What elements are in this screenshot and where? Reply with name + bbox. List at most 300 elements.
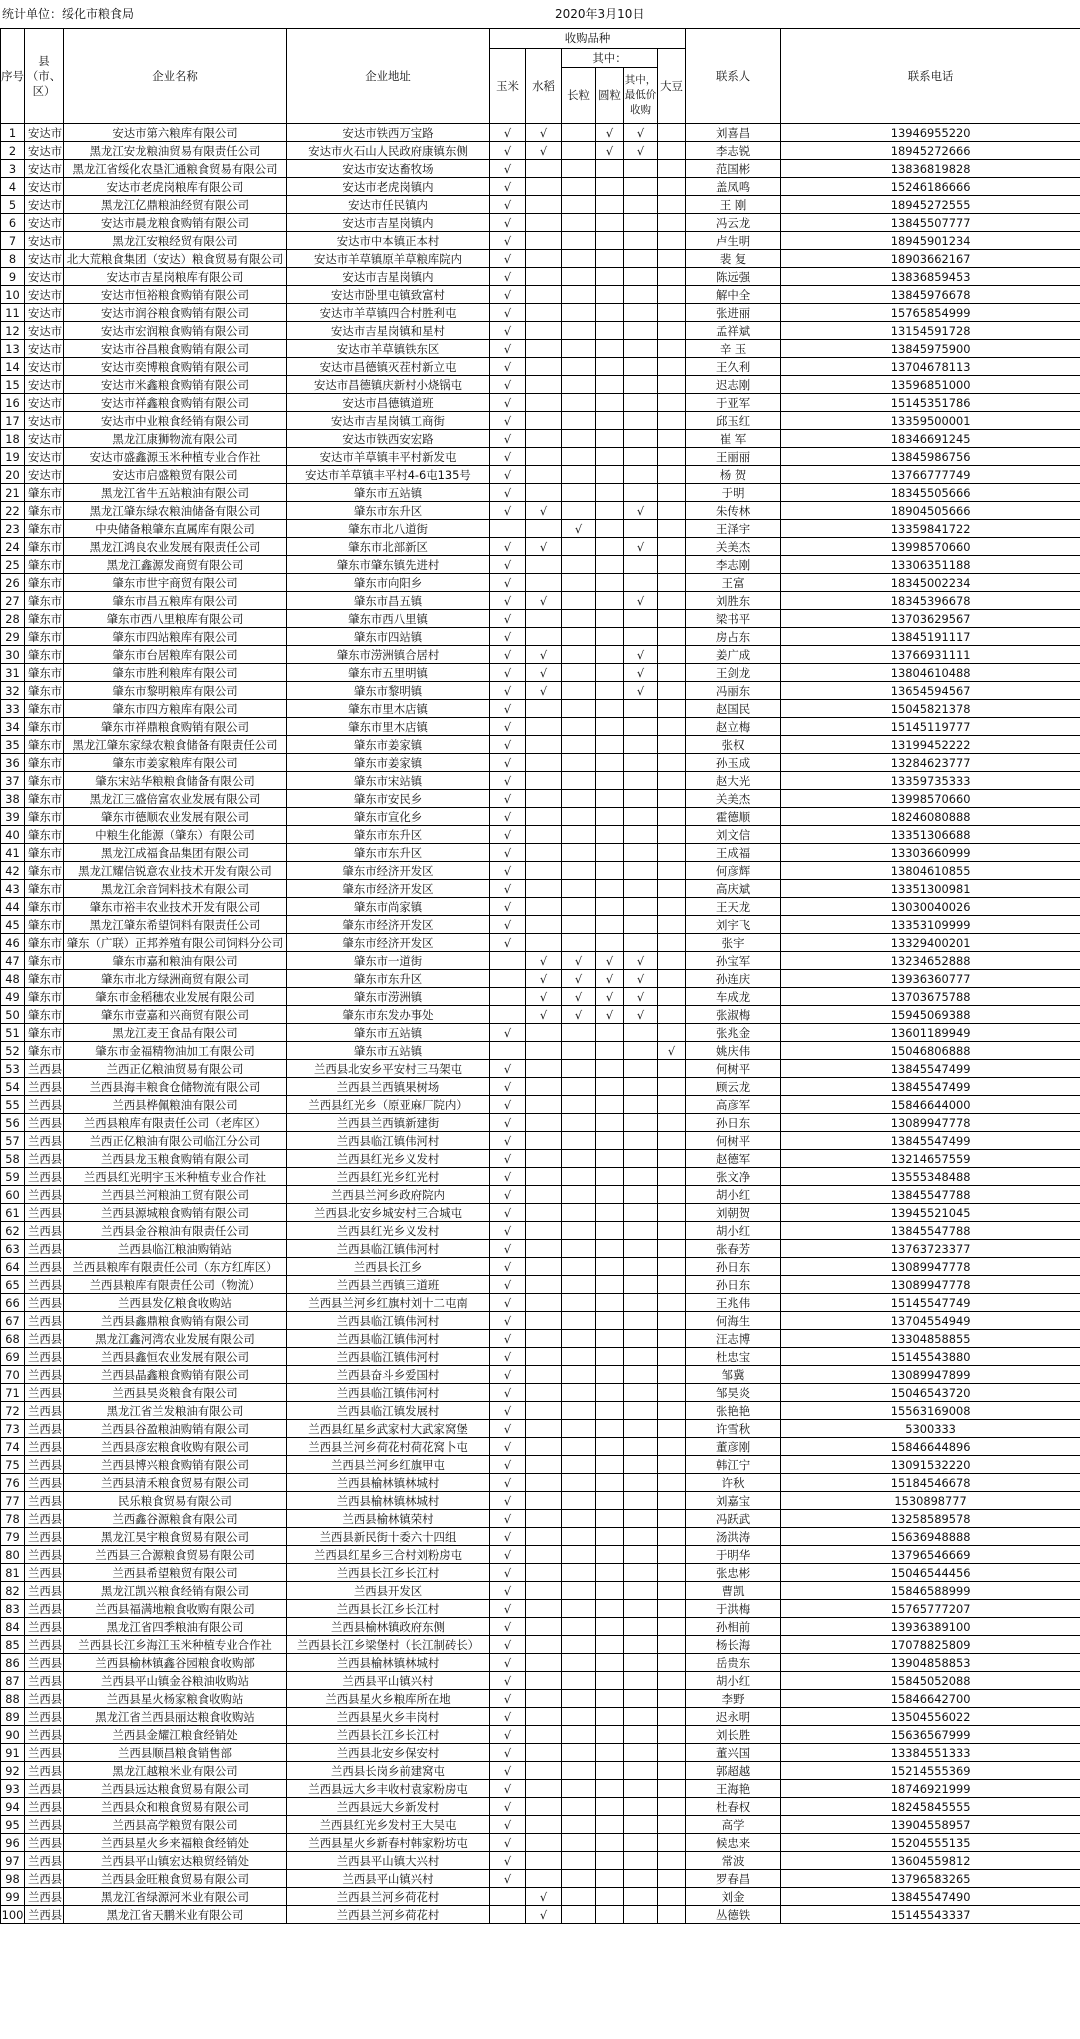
- cell-contact: 刘胜东: [686, 592, 781, 610]
- cell-min-price: [624, 484, 658, 502]
- cell-county: 兰西县: [25, 1546, 64, 1564]
- cell-rice: √: [526, 988, 562, 1006]
- cell-long-grain: [562, 430, 596, 448]
- cell-contact: 赵国民: [686, 700, 781, 718]
- cell-phone: 15045821378: [781, 700, 1080, 718]
- cell-contact: 迟永明: [686, 1708, 781, 1726]
- cell-contact: 杨 贺: [686, 466, 781, 484]
- cell-corn: √: [490, 1798, 526, 1816]
- cell-round-grain: [596, 1258, 624, 1276]
- cell-company: 安达市第六粮库有限公司: [64, 124, 287, 142]
- table-row: [1, 484, 1080, 502]
- cell-address: 兰西县开发区: [287, 1582, 490, 1600]
- table-row: [1, 1402, 1080, 1420]
- header-min-price: 其中，最低价收购: [624, 68, 658, 124]
- cell-company: 黑龙江肇东希望饲料有限责任公司: [64, 916, 287, 934]
- cell-seq: 85: [1, 1636, 25, 1654]
- cell-contact: 高彦军: [686, 1096, 781, 1114]
- cell-corn: √: [490, 1114, 526, 1132]
- cell-corn: √: [490, 1078, 526, 1096]
- cell-county: 肇东市: [25, 592, 64, 610]
- cell-phone: 13845975900: [781, 340, 1080, 358]
- cell-seq: 12: [1, 322, 25, 340]
- cell-phone: 15846644896: [781, 1438, 1080, 1456]
- table-row: [1, 1204, 1080, 1222]
- cell-round-grain: [596, 1726, 624, 1744]
- cell-seq: 71: [1, 1384, 25, 1402]
- cell-contact: 韩江宁: [686, 1456, 781, 1474]
- cell-address: 安达市羊草镇四合村胜利屯: [287, 304, 490, 322]
- report-meta: [0, 0, 1080, 28]
- cell-long-grain: [562, 1708, 596, 1726]
- cell-contact: 陈远强: [686, 268, 781, 286]
- cell-contact: 朱传林: [686, 502, 781, 520]
- cell-long-grain: [562, 1690, 596, 1708]
- cell-address: 肇东市五站镇: [287, 1042, 490, 1060]
- cell-contact: 张权: [686, 736, 781, 754]
- cell-phone: 13703629567: [781, 610, 1080, 628]
- table-row: [1, 1096, 1080, 1114]
- cell-county: 兰西县: [25, 1600, 64, 1618]
- cell-corn: √: [490, 1618, 526, 1636]
- cell-company: 兰西县星火杨家粮食收购站: [64, 1690, 287, 1708]
- cell-round-grain: [596, 1852, 624, 1870]
- cell-seq: 61: [1, 1204, 25, 1222]
- cell-address: 肇东市宣化乡: [287, 808, 490, 826]
- cell-phone: 13351306688: [781, 826, 1080, 844]
- cell-round-grain: [596, 754, 624, 772]
- cell-soybean: [658, 1816, 686, 1834]
- header-corn: 玉米: [490, 49, 526, 124]
- cell-min-price: √: [624, 664, 658, 682]
- cell-long-grain: [562, 142, 596, 160]
- cell-soybean: [658, 592, 686, 610]
- cell-county: 肇东市: [25, 952, 64, 970]
- cell-seq: 13: [1, 340, 25, 358]
- cell-min-price: [624, 1636, 658, 1654]
- cell-long-grain: [562, 916, 596, 934]
- cell-rice: [526, 1204, 562, 1222]
- table-row: [1, 574, 1080, 592]
- cell-corn: √: [490, 304, 526, 322]
- cell-seq: 6: [1, 214, 25, 232]
- cell-min-price: [624, 1168, 658, 1186]
- cell-county: 肇东市: [25, 844, 64, 862]
- cell-address: 兰西县红光乡义发村: [287, 1222, 490, 1240]
- cell-round-grain: [596, 268, 624, 286]
- cell-county: 安达市: [25, 250, 64, 268]
- table-row: [1, 1618, 1080, 1636]
- cell-corn: √: [490, 700, 526, 718]
- cell-county: 肇东市: [25, 988, 64, 1006]
- cell-min-price: [624, 304, 658, 322]
- table-row: [1, 1006, 1080, 1024]
- cell-seq: 58: [1, 1150, 25, 1168]
- cell-phone: 15145543880: [781, 1348, 1080, 1366]
- cell-seq: 82: [1, 1582, 25, 1600]
- cell-rice: [526, 1528, 562, 1546]
- cell-corn: √: [490, 1708, 526, 1726]
- cell-seq: 65: [1, 1276, 25, 1294]
- cell-soybean: [658, 1240, 686, 1258]
- cell-rice: [526, 1258, 562, 1276]
- cell-rice: [526, 754, 562, 772]
- table-row: [1, 880, 1080, 898]
- cell-min-price: √: [624, 142, 658, 160]
- cell-round-grain: [596, 304, 624, 322]
- table-header: [1, 29, 1080, 124]
- cell-soybean: [658, 1492, 686, 1510]
- cell-county: 安达市: [25, 178, 64, 196]
- cell-round-grain: [596, 232, 624, 250]
- table-row: [1, 322, 1080, 340]
- cell-county: 兰西县: [25, 1726, 64, 1744]
- table-row: [1, 844, 1080, 862]
- cell-contact: 孙宝军: [686, 952, 781, 970]
- cell-address: 肇东市经济开发区: [287, 862, 490, 880]
- cell-soybean: [658, 1744, 686, 1762]
- cell-round-grain: [596, 412, 624, 430]
- cell-rice: [526, 1420, 562, 1438]
- cell-county: 兰西县: [25, 1528, 64, 1546]
- cell-seq: 27: [1, 592, 25, 610]
- table-row: [1, 808, 1080, 826]
- table-row: [1, 1600, 1080, 1618]
- cell-company: 兰西县清禾粮食贸易有限公司: [64, 1474, 287, 1492]
- cell-address: 兰西县榆林镇荣村: [287, 1510, 490, 1528]
- cell-long-grain: [562, 808, 596, 826]
- cell-round-grain: [596, 682, 624, 700]
- cell-rice: [526, 1384, 562, 1402]
- cell-corn: √: [490, 196, 526, 214]
- cell-address: 安达市老虎岗镇内: [287, 178, 490, 196]
- cell-round-grain: [596, 1060, 624, 1078]
- cell-seq: 83: [1, 1600, 25, 1618]
- cell-rice: [526, 628, 562, 646]
- cell-corn: √: [490, 826, 526, 844]
- cell-corn: √: [490, 1258, 526, 1276]
- cell-round-grain: [596, 1600, 624, 1618]
- cell-soybean: [658, 898, 686, 916]
- cell-phone: 13359841722: [781, 520, 1080, 538]
- cell-corn: √: [490, 1546, 526, 1564]
- cell-contact: 董彦刚: [686, 1438, 781, 1456]
- cell-round-grain: [596, 1042, 624, 1060]
- cell-company: 兰西县红光明宇玉米种植专业合作社: [64, 1168, 287, 1186]
- cell-min-price: [624, 466, 658, 484]
- cell-contact: 房占东: [686, 628, 781, 646]
- cell-soybean: [658, 1330, 686, 1348]
- cell-seq: 54: [1, 1078, 25, 1096]
- cell-county: 肇东市: [25, 736, 64, 754]
- cell-phone: 13836819828: [781, 160, 1080, 178]
- cell-long-grain: [562, 1330, 596, 1348]
- cell-long-grain: [562, 358, 596, 376]
- cell-long-grain: [562, 646, 596, 664]
- cell-contact: 孙日东: [686, 1276, 781, 1294]
- cell-rice: [526, 520, 562, 538]
- cell-company: 黑龙江亿鼎粮油经贸有限公司: [64, 196, 287, 214]
- cell-soybean: [658, 1096, 686, 1114]
- cell-rice: [526, 556, 562, 574]
- cell-phone: 1530898777: [781, 1492, 1080, 1510]
- cell-rice: [526, 268, 562, 286]
- cell-min-price: [624, 1888, 658, 1906]
- cell-address: 肇东市肇东镇先进村: [287, 556, 490, 574]
- cell-soybean: [658, 1906, 686, 1924]
- cell-phone: 18346691245: [781, 430, 1080, 448]
- cell-rice: [526, 1222, 562, 1240]
- cell-address: 安达市羊草镇丰平村4-6屯135号: [287, 466, 490, 484]
- cell-company: 黑龙江康狮物流有限公司: [64, 430, 287, 448]
- cell-contact: 王海艳: [686, 1780, 781, 1798]
- cell-phone: 13704554949: [781, 1312, 1080, 1330]
- table-row: [1, 736, 1080, 754]
- cell-long-grain: [562, 466, 596, 484]
- cell-rice: [526, 1852, 562, 1870]
- table-row: [1, 556, 1080, 574]
- cell-seq: 53: [1, 1060, 25, 1078]
- cell-round-grain: [596, 376, 624, 394]
- table-row: [1, 1258, 1080, 1276]
- cell-contact: 王 刚: [686, 196, 781, 214]
- cell-county: 肇东市: [25, 538, 64, 556]
- cell-round-grain: [596, 772, 624, 790]
- cell-soybean: [658, 1132, 686, 1150]
- cell-soybean: [658, 1798, 686, 1816]
- cell-seq: 25: [1, 556, 25, 574]
- cell-address: 兰西县平山镇兴村: [287, 1672, 490, 1690]
- cell-corn: √: [490, 862, 526, 880]
- cell-round-grain: √: [596, 988, 624, 1006]
- cell-min-price: [624, 1744, 658, 1762]
- cell-seq: 66: [1, 1294, 25, 1312]
- cell-round-grain: [596, 340, 624, 358]
- cell-county: 肇东市: [25, 880, 64, 898]
- cell-address: 肇东市姜家镇: [287, 736, 490, 754]
- cell-min-price: [624, 1528, 658, 1546]
- cell-corn: √: [490, 754, 526, 772]
- cell-soybean: [658, 358, 686, 376]
- cell-company: 中粮生化能源（肇东）有限公司: [64, 826, 287, 844]
- cell-phone: 13154591728: [781, 322, 1080, 340]
- cell-county: 兰西县: [25, 1654, 64, 1672]
- cell-soybean: [658, 1366, 686, 1384]
- cell-min-price: [624, 1096, 658, 1114]
- cell-county: 兰西县: [25, 1672, 64, 1690]
- cell-corn: √: [490, 718, 526, 736]
- cell-min-price: [624, 1204, 658, 1222]
- cell-min-price: [624, 1492, 658, 1510]
- table-row: [1, 1474, 1080, 1492]
- cell-address: 兰西县兰河乡荷花村: [287, 1888, 490, 1906]
- cell-soybean: [658, 700, 686, 718]
- cell-corn: √: [490, 538, 526, 556]
- cell-county: 安达市: [25, 160, 64, 178]
- cell-county: 兰西县: [25, 1456, 64, 1474]
- cell-contact: 何彦辉: [686, 862, 781, 880]
- cell-round-grain: [596, 1528, 624, 1546]
- cell-min-price: [624, 448, 658, 466]
- cell-round-grain: [596, 448, 624, 466]
- cell-seq: 49: [1, 988, 25, 1006]
- cell-company: 安达市宏润粮食购销有限公司: [64, 322, 287, 340]
- cell-seq: 81: [1, 1564, 25, 1582]
- cell-seq: 97: [1, 1852, 25, 1870]
- cell-contact: 姜广成: [686, 646, 781, 664]
- cell-company: 黑龙江省天鹏米业有限公司: [64, 1906, 287, 1924]
- cell-long-grain: [562, 1222, 596, 1240]
- cell-min-price: [624, 1870, 658, 1888]
- cell-corn: √: [490, 1690, 526, 1708]
- cell-min-price: [624, 1078, 658, 1096]
- cell-min-price: [624, 1852, 658, 1870]
- cell-rice: [526, 1834, 562, 1852]
- cell-rice: √: [526, 142, 562, 160]
- cell-company: 黑龙江安粮经贸有限公司: [64, 232, 287, 250]
- cell-address: 兰西县红光乡发村王大吴屯: [287, 1816, 490, 1834]
- table-row: [1, 1654, 1080, 1672]
- cell-seq: 90: [1, 1726, 25, 1744]
- cell-address: 肇东市经济开发区: [287, 934, 490, 952]
- cell-round-grain: √: [596, 142, 624, 160]
- cell-address: 肇东市向阳乡: [287, 574, 490, 592]
- cell-company: 中央储备粮肇东直属库有限公司: [64, 520, 287, 538]
- table-row: [1, 610, 1080, 628]
- cell-county: 安达市: [25, 304, 64, 322]
- cell-seq: 67: [1, 1312, 25, 1330]
- cell-address: 兰西县榆林镇政府东侧: [287, 1618, 490, 1636]
- cell-contact: 姚庆伟: [686, 1042, 781, 1060]
- cell-county: 兰西县: [25, 1798, 64, 1816]
- cell-corn: √: [490, 1870, 526, 1888]
- cell-rice: [526, 160, 562, 178]
- cell-min-price: [624, 718, 658, 736]
- cell-min-price: [624, 1582, 658, 1600]
- cell-county: 兰西县: [25, 1366, 64, 1384]
- cell-contact: 冯云龙: [686, 214, 781, 232]
- cell-company: 兰西县临江粮油购销站: [64, 1240, 287, 1258]
- cell-address: 兰西县北安乡保安村: [287, 1744, 490, 1762]
- cell-seq: 41: [1, 844, 25, 862]
- table-row: [1, 1312, 1080, 1330]
- cell-company: 兰西县希望粮贸有限公司: [64, 1564, 287, 1582]
- cell-round-grain: [596, 538, 624, 556]
- cell-min-price: [624, 772, 658, 790]
- cell-min-price: [624, 1258, 658, 1276]
- cell-rice: [526, 1744, 562, 1762]
- cell-rice: √: [526, 124, 562, 142]
- cell-company: 肇东市四方粮库有限公司: [64, 700, 287, 718]
- cell-phone: 13353109999: [781, 916, 1080, 934]
- cell-corn: √: [490, 502, 526, 520]
- cell-county: 兰西县: [25, 1690, 64, 1708]
- cell-county: 兰西县: [25, 1114, 64, 1132]
- cell-address: 肇东市里木店镇: [287, 700, 490, 718]
- cell-contact: 盖凤鸣: [686, 178, 781, 196]
- cell-phone: 15184546678: [781, 1474, 1080, 1492]
- cell-contact: 王丽丽: [686, 448, 781, 466]
- cell-company: 黑龙江耀信锐意农业技术开发有限公司: [64, 862, 287, 880]
- cell-company: 黑龙江省兰西县丽达粮食收购站: [64, 1708, 287, 1726]
- cell-round-grain: [596, 574, 624, 592]
- cell-seq: 1: [1, 124, 25, 142]
- cell-company: 安达市恒裕粮食购销有限公司: [64, 286, 287, 304]
- cell-phone: 13998570660: [781, 538, 1080, 556]
- cell-phone: 13306351188: [781, 556, 1080, 574]
- cell-long-grain: [562, 1024, 596, 1042]
- cell-contact: 汪志博: [686, 1330, 781, 1348]
- cell-round-grain: [596, 322, 624, 340]
- cell-address: 兰西县兰河乡荷花村: [287, 1906, 490, 1924]
- table-row: [1, 1492, 1080, 1510]
- table-row: [1, 1690, 1080, 1708]
- cell-phone: 13836859453: [781, 268, 1080, 286]
- table-row: [1, 1528, 1080, 1546]
- cell-rice: [526, 844, 562, 862]
- cell-min-price: [624, 268, 658, 286]
- header-phone: 联系电话: [781, 29, 1080, 124]
- cell-soybean: [658, 1150, 686, 1168]
- cell-corn: √: [490, 250, 526, 268]
- cell-seq: 20: [1, 466, 25, 484]
- cell-rice: [526, 1456, 562, 1474]
- cell-long-grain: √: [562, 1006, 596, 1024]
- table-row: [1, 340, 1080, 358]
- cell-address: 肇东市涝洲镇合居村: [287, 646, 490, 664]
- cell-rice: [526, 1186, 562, 1204]
- cell-contact: 王泽宇: [686, 520, 781, 538]
- cell-long-grain: [562, 1348, 596, 1366]
- cell-county: 安达市: [25, 322, 64, 340]
- table-row: [1, 1564, 1080, 1582]
- cell-seq: 91: [1, 1744, 25, 1762]
- cell-long-grain: [562, 394, 596, 412]
- cell-long-grain: [562, 250, 596, 268]
- cell-rice: [526, 214, 562, 232]
- cell-soybean: [658, 574, 686, 592]
- cell-address: 兰西县红星乡三合村刘粉房屯: [287, 1546, 490, 1564]
- cell-county: 兰西县: [25, 1474, 64, 1492]
- cell-soybean: [658, 466, 686, 484]
- cell-address: 兰西县临江镇伟河村: [287, 1312, 490, 1330]
- cell-soybean: [658, 1456, 686, 1474]
- table-row: [1, 178, 1080, 196]
- cell-long-grain: [562, 1366, 596, 1384]
- cell-contact: 卢生明: [686, 232, 781, 250]
- table-row: [1, 1762, 1080, 1780]
- cell-company: 黑龙江安龙粮油贸易有限责任公司: [64, 142, 287, 160]
- cell-county: 兰西县: [25, 1492, 64, 1510]
- cell-soybean: [658, 1384, 686, 1402]
- cell-rice: [526, 916, 562, 934]
- cell-phone: 15945069388: [781, 1006, 1080, 1024]
- cell-seq: 93: [1, 1780, 25, 1798]
- cell-corn: √: [490, 1204, 526, 1222]
- cell-seq: 24: [1, 538, 25, 556]
- cell-seq: 38: [1, 790, 25, 808]
- cell-soybean: [658, 1582, 686, 1600]
- cell-round-grain: [596, 1906, 624, 1924]
- cell-soybean: [658, 1258, 686, 1276]
- cell-long-grain: [562, 1240, 596, 1258]
- cell-contact: 关美杰: [686, 790, 781, 808]
- table-row: [1, 1870, 1080, 1888]
- cell-min-price: [624, 1618, 658, 1636]
- table-row: [1, 1834, 1080, 1852]
- cell-min-price: √: [624, 502, 658, 520]
- cell-contact: 刘长胜: [686, 1726, 781, 1744]
